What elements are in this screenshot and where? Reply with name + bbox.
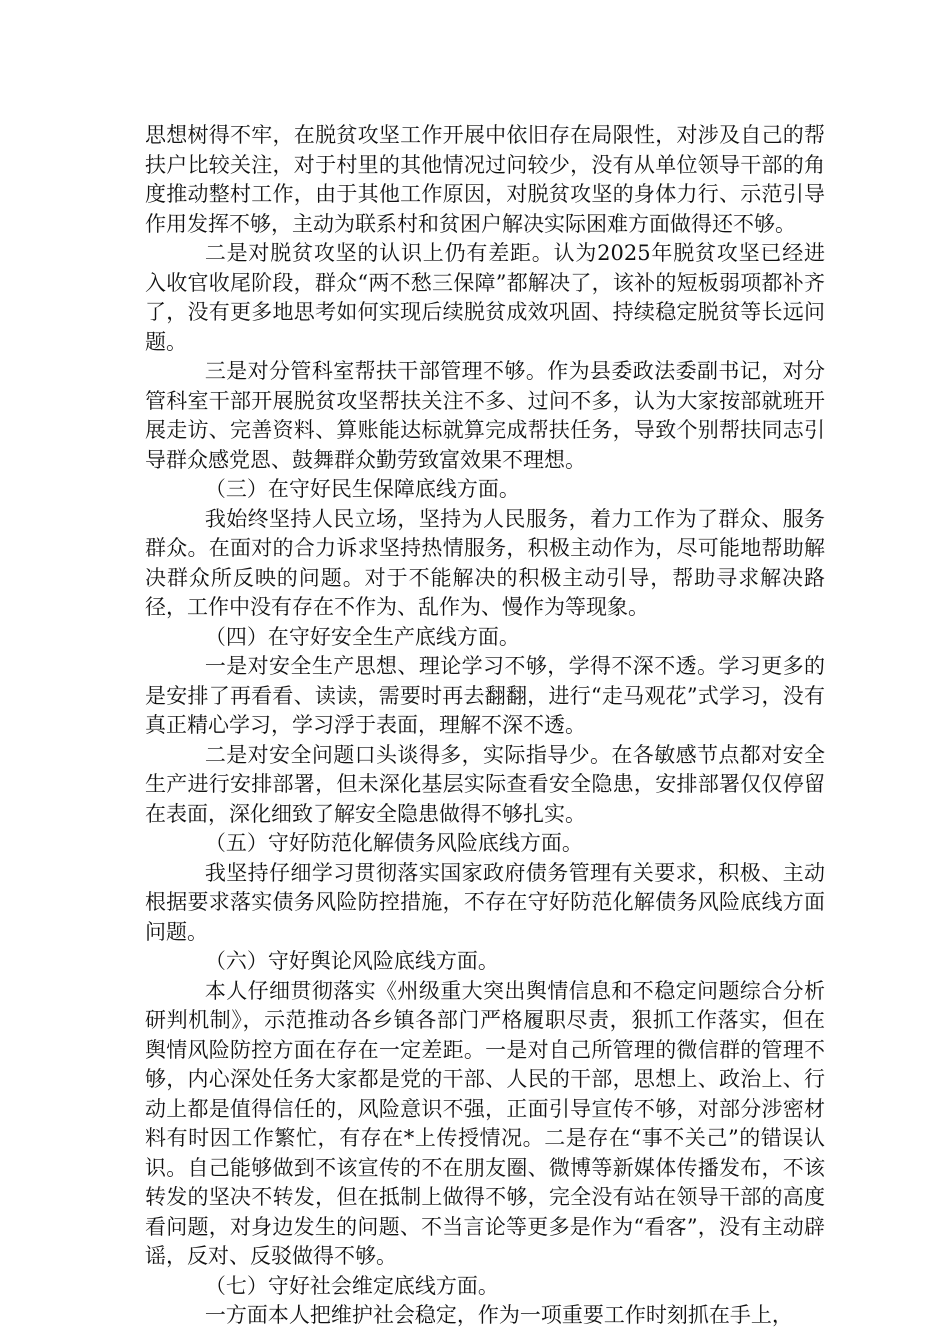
section-heading-safety: （四）在守好安全生产底线方面。 — [204, 624, 520, 649]
paragraph-social-stability: 一方面本人把维护社会稳定，作为一项重要工作时刻抓在手上， — [204, 1303, 793, 1327]
section-heading-livelihood: （三）在守好民生保障底线方面。 — [204, 477, 520, 501]
paragraph-public-opinion: 本人仔细贯彻落实《州级重大突出舆情信息和不稳定问题综合分析研判机制》，示范推动各乡镇各部门严格履职尽责，狠抓工作落实，但在舆情风险防控方面在存在一定差距。一是对自己所管理的微信群的管理不够，内心深处任务大家都是党的干部、人民的干部，思想上、政治上、行动上都是值得信任的，风险意识不强，正面引导宣传不够，对部分涉密材料有时因工作繁忙，有存在*上传授情况。二是存在“事不关己”的错误认识。自己能够做到不该宣传的不在朋友圈、微博等新媒体传播发布，不该转发的坚决不转发，但在抵制上做得不够，完全没有站在领导干部的高度看问题，对身边发生的问题、不当言论等更多是作为“看客”，没有主动辟谣，反对、反驳做得不够。 — [145, 978, 825, 1268]
paragraph-cadre-management: 三是对分管科室帮扶干部管理不够。作为县委政法委副书记，对分管科室干部开展脱贫攻坚帮扶关注不多、过问不多，认为大家按部就班开展走访、完善资料、算账能达标就算完成帮扶任务，导致个别帮扶同志引导群众感党恩、鼓舞群众勤劳致富效果不理想。 — [145, 359, 825, 472]
paragraph-livelihood: 我始终坚持人民立场，坚持为人民服务，着力工作为了群众、服务群众。在面对的合力诉求坚持热情服务，积极主动作为，尽可能地帮助解决群众所反映的问题。对于不能解决的积极主动引导，帮助寻求解决路径，工作中没有存在不作为、乱作为、慢作为等现象。 — [145, 506, 825, 619]
section-heading-social-stability: （七）守好社会维定底线方面。 — [204, 1273, 499, 1298]
document-page — [145, 121, 825, 1331]
paragraph-safety-guidance: 二是对安全问题口头谈得多，实际指导少。在各敏感节点都对安全生产进行安排部署，但未深化基层实际查看安全隐患，安排部署仅仅停留在表面，深化细致了解安全隐患做得不够扎实。 — [145, 742, 825, 826]
section-heading-public-opinion: （六）守好舆论风险底线方面。 — [204, 949, 499, 973]
section-heading-debt-risk: （五）守好防范化解债务风险底线方面。 — [204, 831, 583, 855]
paragraph-poverty-understanding-gap: 二是对脱贫攻坚的认识上仍有差距。认为2025年脱贫攻坚已经进入收官收尾阶段，群众“两不愁三保障”都解决了，该补的短板弱项都补齐了，没有更多地思考如何实现后续脱贫成效巩固、持续稳定脱贫等长远问题。 — [145, 241, 825, 354]
paragraph-safety-study: 一是对安全生产思想、理论学习不够，学得不深不透。学习更多的是安排了再看看、读读，需要时再去翻翻，进行“走马观花”式学习，没有真正精心学习，学习浮于表面，理解不深不透。 — [145, 654, 825, 737]
paragraph-debt-risk: 我坚持仔细学习贯彻落实国家政府债务管理有关要求，积极、主动根据要求落实债务风险防控措施，不存在守好防范化解债务风险底线方面问题。 — [145, 860, 825, 944]
paragraph-poverty-continued: 思想树得不牢，在脱贫攻坚工作开展中依旧存在局限性，对涉及自己的帮扶户比较关注，对于村里的其他情况过问较少，没有从单位领导干部的角度推动整村工作，由于其他工作原因，对脱贫攻坚的身体力行、示范引导作用发挥不够，主动为联系村和贫困户解决实际困难方面做得还不够。 — [145, 123, 825, 236]
